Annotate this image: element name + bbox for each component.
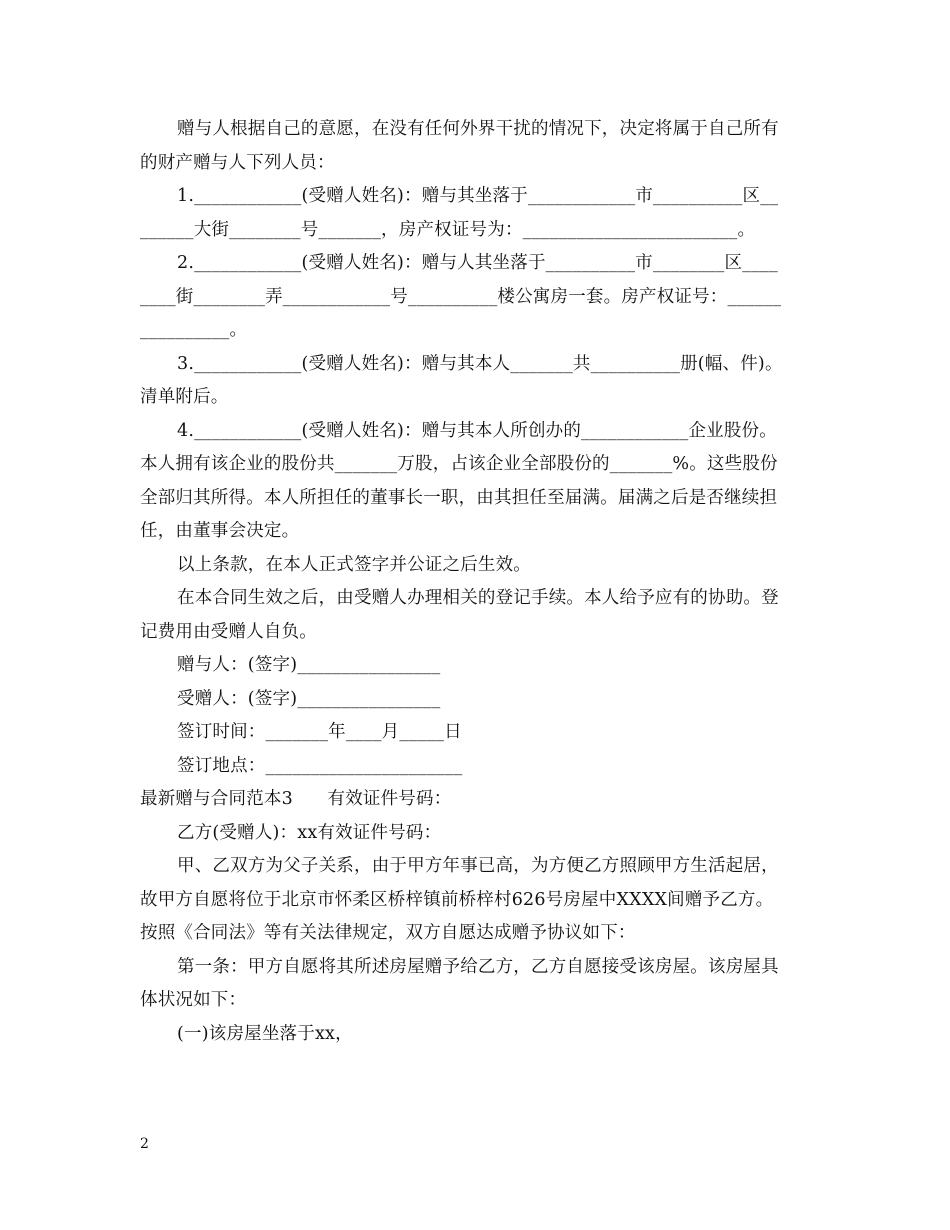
paragraph-line: (一)该房屋坐落于xx， [177,1023,353,1044]
paragraph-line: 体状况如下： [140,990,247,1010]
paragraph-line: 甲、乙双方为父子关系，由于甲方年事已高，为方便乙方照顾甲方生活起居， [177,856,779,876]
signing-place-line: 签订地点：______________________ [177,755,463,776]
signature-line-donee: 受赠人：(签字)________________ [177,688,441,709]
paragraph-line: 任，由董事会决定。 [140,521,300,541]
paragraph-line: __________。 [140,320,248,340]
paragraph-line: 赠与人根据自己的意愿，在没有任何外界干扰的情况下，决定将属于自己所有 [177,119,779,139]
paragraph-line: 3.____________(受赠人姓名)：赠与其本人_______共__________册(幅、件)。 [177,353,783,374]
paragraph-line: 2.____________(受赠人姓名)：赠与人其坐落于__________市________区____ [177,253,778,273]
paragraph-line: 清单附后。 [140,387,229,407]
paragraph-line: 乙方(受赠人)：xx有效证件号码： [177,822,442,843]
paragraph-line: 4.____________(受赠人姓名)：赠与其本人所创办的____________企业股份。 [177,420,777,441]
section-heading: 最新赠与合同范本3 有效证件号码： [140,789,452,809]
paragraph-line: 本人拥有该企业的股份共_______万股，占该企业全部股份的_______%。这些股份 [140,454,778,474]
page-number: 2 [140,1136,149,1152]
paragraph-line: 1.____________(受赠人姓名)：赠与其坐落于____________市__________区__ [177,186,779,206]
paragraph-line: 记费用由受赠人自负。 [140,621,317,642]
document-body [140,113,812,1051]
paragraph-line: ____街________弄____________号__________楼公寓房一套。房产权证号：______ [140,286,782,307]
paragraph-line: 故甲方自愿将位于北京市怀柔区桥梓镇前桥梓村626号房屋中XXXX间赠予乙方。 [140,889,774,910]
paragraph-line: 在本合同生效之后，由受赠人办理相关的登记手续。本人给予应有的协助。登 [177,588,779,608]
paragraph-line: 第一条：甲方自愿将其所述房屋赠予给乙方，乙方自愿接受该房屋。该房屋具 [177,956,779,977]
paragraph-line: 按照《合同法》等有关法律规定，双方自愿达成赠予协议如下： [140,923,636,943]
paragraph-line: 的财产赠与人下列人员： [140,152,335,173]
paragraph-line: 全部归其所得。本人所担任的董事长一职，由其担任至届满。届满之后是否继续担 [140,487,778,508]
paragraph-line: 以上条款，在本人正式签字并公证之后生效。 [177,554,531,575]
paragraph-line: ______大街________号_______，房产权证号为：________________________。 [140,219,756,240]
signing-date-line: 签订时间：_______年____月_____日 [177,722,462,742]
signature-line-donor: 赠与人：(签字)________________ [177,655,441,675]
